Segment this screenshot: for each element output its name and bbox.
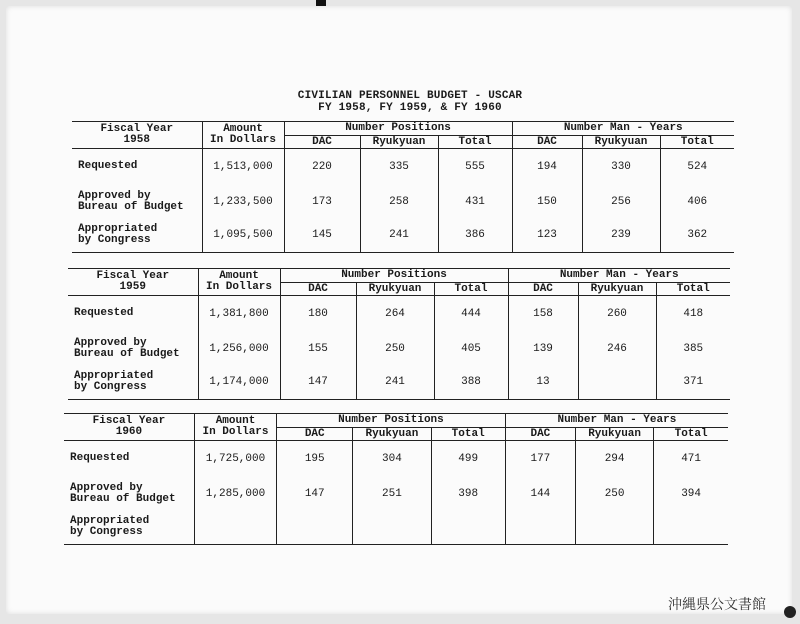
pos-total-cell: 405 (434, 332, 508, 366)
row-label (72, 185, 202, 219)
fiscal-year-value: 1959 (119, 281, 146, 293)
my-ryukyuan-cell (576, 511, 654, 545)
row-label-line-2: by Congress (70, 526, 143, 539)
pos-dac-header: DAC (277, 428, 353, 441)
budget-table-fy1958 (72, 121, 734, 253)
title-line-1: CIVILIAN PERSONNEL BUDGET - USCAR (297, 90, 523, 102)
pos-total-cell (431, 511, 505, 545)
pos-dac-cell: 145 (284, 219, 360, 253)
my-total-cell: 418 (656, 296, 730, 332)
my-ryukyuan-header: Ryukyuan (576, 428, 654, 441)
pos-ryukyuan-cell: 258 (360, 185, 438, 219)
row-label-line-1: Appropriated (78, 223, 158, 236)
number-positions-header: Number Positions (284, 122, 512, 136)
my-ryukyuan-cell: 330 (582, 149, 660, 185)
pos-dac-cell (277, 511, 353, 545)
budget-row (72, 185, 734, 219)
row-label (68, 296, 198, 332)
row-label-line-1: Appropriated (70, 515, 150, 528)
amount-cell: 1,174,000 (198, 366, 280, 400)
row-label-line-1: Approved by (74, 336, 147, 349)
pos-ryukyuan-cell: 251 (353, 477, 431, 511)
my-total-cell: 406 (660, 185, 734, 219)
my-dac-cell: 194 (512, 149, 582, 185)
my-total-cell: 394 (654, 477, 728, 511)
row-label (72, 149, 202, 185)
my-dac-header: DAC (508, 283, 578, 296)
pos-dac-cell: 155 (280, 332, 356, 366)
row-label-line-1: Approved by (78, 189, 151, 202)
amount-label: Amount (215, 415, 256, 427)
in-dollars-label: In Dollars (202, 426, 269, 438)
budget-row (64, 441, 728, 477)
row-label-line-2: Bureau of Budget (70, 492, 176, 505)
number-man-years-header: Number Man - Years (508, 269, 730, 283)
row-label-line-1: Appropriated (74, 370, 154, 383)
row-label-line-2: Bureau of Budget (74, 347, 180, 360)
pos-ryukyuan-header: Ryukyuan (360, 136, 438, 149)
pos-ryukyuan-cell: 250 (356, 332, 434, 366)
row-label-line-1: Requested (70, 452, 130, 465)
pos-total-header: Total (434, 283, 508, 296)
pos-dac-header: DAC (280, 283, 356, 296)
my-ryukyuan-cell: 246 (578, 332, 656, 366)
my-dac-header: DAC (505, 428, 575, 441)
amount-header (202, 122, 284, 149)
my-ryukyuan-header: Ryukyuan (582, 136, 660, 149)
number-positions-header: Number Positions (277, 414, 506, 428)
my-total-header: Total (654, 428, 728, 441)
pos-ryukyuan-cell: 304 (353, 441, 431, 477)
pos-ryukyuan-header: Ryukyuan (356, 283, 434, 296)
my-total-cell (654, 511, 728, 545)
row-label-line-1: Approved by (70, 481, 143, 494)
pos-dac-cell: 180 (280, 296, 356, 332)
pos-ryukyuan-cell: 335 (360, 149, 438, 185)
row-label (64, 477, 194, 511)
fiscal-year-label: Fiscal Year (100, 123, 174, 135)
budget-row (72, 219, 734, 253)
pos-total-cell: 388 (434, 366, 508, 400)
pos-total-cell: 398 (431, 477, 505, 511)
budget-table-fy1959 (68, 268, 730, 400)
my-total-cell: 371 (656, 366, 730, 400)
fiscal-year-value: 1960 (115, 426, 143, 438)
amount-cell: 1,233,500 (202, 185, 284, 219)
pos-dac-cell: 173 (284, 185, 360, 219)
amount-label: Amount (219, 270, 259, 282)
my-dac-cell: 158 (508, 296, 578, 332)
row-label-line-1: Requested (74, 307, 134, 320)
my-ryukyuan-cell: 250 (576, 477, 654, 511)
pos-ryukyuan-cell: 241 (356, 366, 434, 400)
amount-label: Amount (223, 123, 263, 135)
my-dac-header: DAC (512, 136, 582, 149)
my-dac-cell: 177 (505, 441, 575, 477)
photo-clip-mark (316, 0, 326, 6)
budget-row (64, 511, 728, 545)
pos-ryukyuan-cell: 264 (356, 296, 434, 332)
pos-total-header: Total (438, 136, 512, 149)
in-dollars-label: In Dollars (205, 281, 272, 293)
amount-cell: 1,095,500 (202, 219, 284, 253)
amount-header (194, 414, 276, 441)
my-ryukyuan-cell: 256 (582, 185, 660, 219)
my-dac-cell: 144 (505, 477, 575, 511)
archive-stamp: 沖縄県公文書館 (668, 597, 766, 613)
amount-cell: 1,256,000 (198, 332, 280, 366)
my-ryukyuan-header: Ryukyuan (578, 283, 656, 296)
row-label (68, 332, 198, 366)
amount-cell: 1,285,000 (194, 477, 276, 511)
budget-table-fy1960 (64, 413, 728, 545)
pos-ryukyuan-cell: 241 (360, 219, 438, 253)
amount-cell (194, 511, 276, 545)
pos-total-cell: 386 (438, 219, 512, 253)
number-man-years-header: Number Man - Years (505, 414, 728, 428)
row-label-line-2: by Congress (78, 234, 151, 247)
my-dac-cell: 13 (508, 366, 578, 400)
my-total-header: Total (660, 136, 734, 149)
pos-dac-cell: 147 (277, 477, 353, 511)
document-title (230, 90, 590, 114)
budget-row (64, 477, 728, 511)
my-dac-cell: 123 (512, 219, 582, 253)
pos-dac-cell: 195 (277, 441, 353, 477)
amount-cell: 1,725,000 (194, 441, 276, 477)
row-label-line-1: Requested (78, 160, 138, 173)
fiscal-year-header (64, 414, 194, 441)
my-total-header: Total (656, 283, 730, 296)
fiscal-year-label: Fiscal Year (96, 270, 170, 282)
budget-row (72, 149, 734, 185)
amount-cell: 1,381,800 (198, 296, 280, 332)
title-line-2: FY 1958, FY 1959, & FY 1960 (318, 102, 502, 114)
amount-header (198, 269, 280, 296)
fiscal-year-label: Fiscal Year (92, 415, 166, 427)
fiscal-year-value: 1958 (123, 134, 150, 146)
pos-total-cell: 444 (434, 296, 508, 332)
number-man-years-header: Number Man - Years (512, 122, 734, 136)
pos-total-cell: 499 (431, 441, 505, 477)
my-total-cell: 385 (656, 332, 730, 366)
row-label-line-2: by Congress (74, 381, 147, 394)
amount-cell: 1,513,000 (202, 149, 284, 185)
pos-total-cell: 555 (438, 149, 512, 185)
budget-row (68, 366, 730, 400)
my-ryukyuan-cell: 294 (576, 441, 654, 477)
my-total-cell: 471 (654, 441, 728, 477)
fiscal-year-header (72, 122, 202, 149)
corner-hole (784, 606, 796, 618)
pos-dac-cell: 220 (284, 149, 360, 185)
my-total-cell: 524 (660, 149, 734, 185)
row-label (64, 441, 194, 477)
fiscal-year-header (68, 269, 198, 296)
my-ryukyuan-cell: 239 (582, 219, 660, 253)
number-positions-header: Number Positions (280, 269, 508, 283)
row-label-line-2: Bureau of Budget (78, 200, 184, 213)
pos-dac-header: DAC (284, 136, 360, 149)
my-ryukyuan-cell (578, 366, 656, 400)
in-dollars-label: In Dollars (209, 134, 276, 146)
pos-ryukyuan-cell (353, 511, 431, 545)
budget-row (68, 332, 730, 366)
my-dac-cell: 139 (508, 332, 578, 366)
pos-total-header: Total (431, 428, 505, 441)
budget-row (68, 296, 730, 332)
row-label (64, 511, 194, 545)
row-label (72, 219, 202, 253)
my-ryukyuan-cell: 260 (578, 296, 656, 332)
pos-total-cell: 431 (438, 185, 512, 219)
my-total-cell: 362 (660, 219, 734, 253)
my-dac-cell: 150 (512, 185, 582, 219)
row-label (68, 366, 198, 400)
my-dac-cell (505, 511, 575, 545)
pos-dac-cell: 147 (280, 366, 356, 400)
pos-ryukyuan-header: Ryukyuan (353, 428, 431, 441)
